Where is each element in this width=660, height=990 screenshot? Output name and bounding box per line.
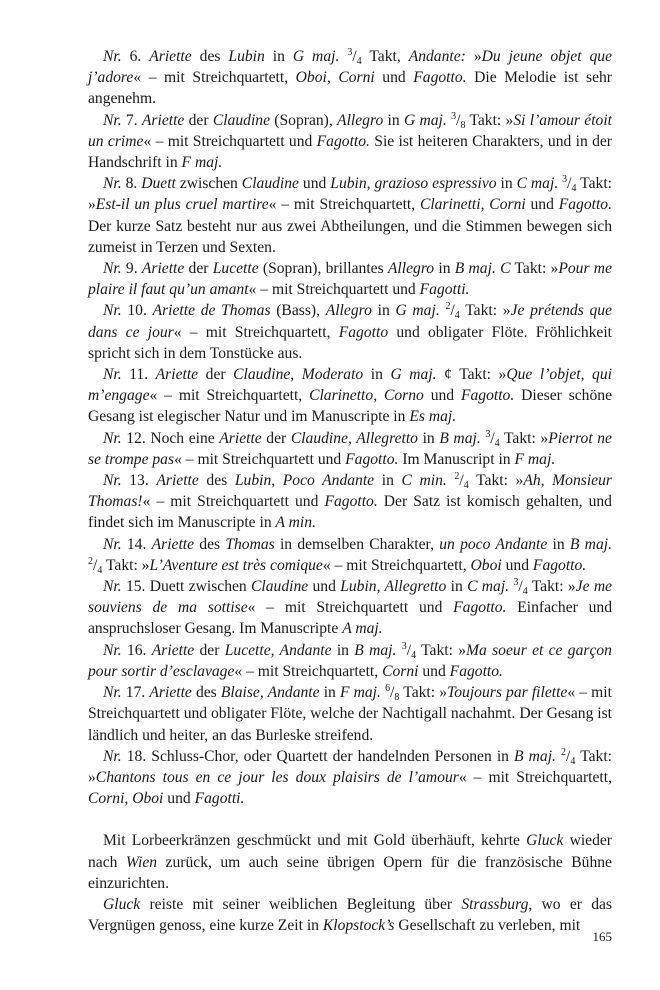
text-run: Claudine bbox=[251, 578, 309, 596]
text-run bbox=[396, 642, 401, 659]
text-run: « – mit Streichquartett und bbox=[142, 493, 325, 511]
text-run: B maj. bbox=[354, 641, 397, 659]
text-run: in bbox=[371, 302, 396, 320]
text-run: Oboi bbox=[470, 556, 502, 574]
page-number: 165 bbox=[592, 929, 612, 944]
text-run: Ariette bbox=[141, 260, 185, 278]
text-run: Ariette bbox=[149, 48, 192, 65]
text-run: Dieser schöne Gesang ist elegischer Natur und im Manuscripte in bbox=[88, 387, 612, 426]
text-run: Takt: » bbox=[399, 684, 447, 702]
aria-entry bbox=[88, 534, 612, 576]
text-run: Je prétends que dans ce jour bbox=[88, 302, 613, 341]
aria-entry bbox=[88, 173, 612, 258]
text-run: in bbox=[446, 578, 468, 596]
text-run: Que l’objet, qui m’engage bbox=[88, 366, 612, 405]
text-run: « – mit Streichquartett, bbox=[173, 323, 339, 341]
text-run: Corni bbox=[382, 662, 419, 680]
text-run: Fagotto bbox=[338, 323, 389, 341]
text-run: « – mit Streichquartett und bbox=[247, 599, 454, 617]
text-run: F maj. bbox=[181, 154, 223, 172]
text-run: Fagotto. bbox=[460, 387, 515, 405]
text-run: Der Satz ist komisch gehalten, und findet sich im Manuscripte in bbox=[88, 493, 612, 532]
text-run: B maj. C bbox=[454, 260, 511, 278]
text-run: Nr. bbox=[103, 111, 122, 129]
paragraph bbox=[88, 830, 612, 894]
text-run: Si l’amour étoit un crime bbox=[88, 111, 612, 150]
text-run: Pierrot ne se trompe pas bbox=[88, 429, 612, 468]
text-run: Est-il un plus cruel martire bbox=[95, 196, 269, 214]
text-run: 9. bbox=[121, 260, 142, 278]
text-run: / bbox=[93, 556, 98, 574]
text-run: Der kurze Satz besteht nur aus zwei Abtheilungen, und die Stimmen bewegen sich zumeist in Terzen und Sexten. bbox=[88, 217, 612, 256]
text-run: » bbox=[465, 48, 482, 65]
text-run: 12. Noch eine bbox=[121, 429, 220, 447]
text-run: in bbox=[383, 111, 404, 129]
text-run: und bbox=[308, 578, 341, 596]
text-run: Takt: » bbox=[468, 472, 524, 490]
text-run: der bbox=[184, 260, 213, 278]
text-run: Ariette bbox=[151, 641, 195, 659]
text-run: in bbox=[417, 429, 440, 447]
text-run: zwischen bbox=[175, 175, 242, 193]
text-run: Lubin, grazioso espressivo bbox=[330, 175, 497, 193]
aria-entry bbox=[88, 470, 612, 534]
time-signature-digit: 4 bbox=[494, 437, 500, 449]
text-run: 6. bbox=[121, 48, 150, 65]
text-run: des bbox=[194, 535, 226, 553]
text-run: Fagotti. bbox=[419, 281, 470, 299]
text-run: Fagotto. bbox=[316, 132, 370, 150]
text-run: « – mit Streichquartett und obligater Flöte, welche der Nachtigall nachahmt. Der Gesang ist ländlich und heiter, an das Burleske streifend. bbox=[88, 684, 612, 744]
text-run: Je me souviens de ma sottise bbox=[88, 578, 613, 617]
text-run: Takt: » bbox=[499, 429, 549, 447]
text-run: Takt, bbox=[361, 48, 409, 65]
text-run: C maj. bbox=[516, 175, 559, 193]
text-run: Fagotto. bbox=[413, 69, 467, 87]
text-run: zurück, um auch seine übrigen Opern für die französische Bühne einzurichten. bbox=[88, 853, 612, 892]
text-run: Nr. bbox=[103, 429, 122, 447]
text-run: Es maj. bbox=[409, 408, 457, 426]
text-run: « – mit Streichquartett und bbox=[248, 281, 420, 299]
text-run: Fagotto. bbox=[449, 662, 503, 680]
text-run: Takt: » bbox=[88, 175, 612, 214]
text-run: G maj. bbox=[403, 111, 447, 129]
text-run: der bbox=[194, 641, 225, 659]
text-run: Nr. bbox=[103, 578, 122, 596]
text-run: Thomas bbox=[225, 535, 275, 553]
text-run: der bbox=[184, 111, 213, 129]
text-run: Sie ist heiteren Charakters, und in der Handschrift in bbox=[88, 132, 612, 172]
text-run: C min. bbox=[401, 472, 447, 490]
text-run: Nr. bbox=[103, 747, 122, 765]
time-signature-digit: 4 bbox=[571, 183, 577, 195]
text-run: Takt: » bbox=[459, 302, 511, 320]
text-run: Nr. bbox=[103, 472, 122, 490]
time-signature-digit: 4 bbox=[97, 564, 103, 576]
time-signature-digit: 3 bbox=[562, 174, 568, 186]
text-run: A maj. bbox=[342, 620, 383, 638]
text-run: / bbox=[406, 641, 412, 659]
time-signature-digit: 2 bbox=[445, 301, 451, 313]
aria-entry bbox=[88, 258, 612, 300]
text-run: wo er das Vergnügen genoss, eine kurze Zeit in bbox=[88, 895, 612, 935]
text-run: und bbox=[501, 556, 533, 574]
text-run: Clarinetti, Corni bbox=[419, 196, 526, 214]
text-run: Takt: » bbox=[527, 578, 576, 596]
text-run: Takt: » bbox=[510, 260, 559, 278]
text-run: Gluck bbox=[526, 832, 564, 850]
time-signature-digit: 8 bbox=[394, 692, 400, 704]
text-run: Chantons tous en ce jour les doux plaisirs de l’amour bbox=[95, 768, 459, 786]
aria-list bbox=[88, 46, 612, 809]
text-run: F maj. bbox=[514, 450, 556, 468]
text-run: F maj. bbox=[339, 684, 381, 702]
time-signature-digit: 4 bbox=[356, 56, 362, 67]
text-run: Nr. bbox=[103, 302, 122, 320]
text-run: Lubin, Poco Andante bbox=[234, 472, 375, 490]
aria-entry bbox=[88, 300, 612, 364]
text-run: Lucette, Andante bbox=[224, 641, 332, 659]
text-run: in bbox=[496, 175, 517, 193]
text-run: und bbox=[423, 387, 461, 405]
aria-entry bbox=[88, 364, 612, 428]
text-run: 15. Duett zwischen bbox=[121, 578, 252, 596]
text-run: / bbox=[459, 472, 464, 490]
text-run: Pour me plaire il faut qu’un amant bbox=[88, 260, 612, 299]
paragraph bbox=[88, 894, 612, 936]
text-run: 11. bbox=[121, 366, 156, 384]
text-run: Klopstock’s bbox=[322, 917, 395, 935]
text-run: Fagotto. bbox=[345, 450, 399, 468]
time-signature-digit: 3 bbox=[485, 428, 491, 440]
text-run: Einfacher und anspruchsloser Gesang. Im Manuscripte bbox=[88, 599, 612, 638]
aria-entry bbox=[88, 746, 612, 810]
text-run: Strassburg, bbox=[461, 895, 533, 913]
time-signature-digit: 3 bbox=[451, 110, 457, 122]
text-run: Ariette bbox=[156, 472, 199, 490]
text-run: Fagotto. bbox=[532, 556, 587, 574]
text-run: / bbox=[566, 747, 571, 765]
text-run: Ariette bbox=[155, 366, 199, 384]
text-run: Nr. bbox=[103, 48, 122, 65]
time-signature-digit: 2 bbox=[454, 471, 460, 483]
text-run: Claudine, Moderato bbox=[233, 366, 364, 384]
text-run: Allegro bbox=[325, 302, 372, 320]
text-run: « – mit Streichquartett, bbox=[133, 69, 296, 87]
time-signature-digit: 3 bbox=[347, 47, 353, 58]
text-run: G maj. bbox=[395, 302, 440, 320]
time-signature-digit: 4 bbox=[522, 586, 528, 598]
text-run: / bbox=[352, 48, 357, 65]
text-run: Nr. bbox=[103, 175, 122, 193]
text-run: 14. bbox=[121, 535, 152, 553]
text-run: Lubin, Allegretto bbox=[340, 578, 447, 596]
text-run: Takt: » bbox=[416, 641, 467, 659]
aria-entry bbox=[88, 428, 612, 470]
text-run: Ariette bbox=[219, 429, 262, 447]
text-run: in bbox=[434, 260, 455, 278]
text-run: Takt: » bbox=[88, 747, 613, 786]
time-signature-digit: 3 bbox=[401, 640, 407, 652]
aria-entry bbox=[88, 640, 612, 682]
text-run: « – mit Streichquartett, bbox=[234, 662, 383, 680]
text-run: « – mit Streichquartett, bbox=[268, 196, 420, 214]
text-run: / bbox=[518, 578, 523, 596]
text-run: (Bass), bbox=[270, 302, 326, 320]
text-run: Nr. bbox=[103, 684, 122, 702]
text-run: / bbox=[490, 429, 495, 447]
text-run: Gluck bbox=[103, 895, 141, 913]
time-signature-digit: 2 bbox=[88, 555, 93, 567]
text-run: Ariette bbox=[149, 684, 192, 702]
time-signature-digit: 8 bbox=[460, 119, 466, 131]
text-run: Wien bbox=[125, 853, 158, 871]
text-run: Ariette bbox=[141, 111, 185, 129]
text-run: « – mit Streichquartett, bbox=[458, 768, 612, 786]
text-run: « – mit Streichquartett, bbox=[149, 387, 310, 405]
text-run: und bbox=[374, 69, 414, 87]
text-run: A min. bbox=[275, 514, 316, 532]
aria-entry bbox=[88, 46, 612, 110]
text-run: Claudine bbox=[212, 111, 271, 129]
text-run: Corni, Oboi bbox=[88, 790, 164, 808]
text-run: Fagotto. bbox=[453, 599, 507, 617]
text-run: Takt: » bbox=[102, 556, 150, 574]
text-run: Duett bbox=[141, 175, 176, 193]
text-run: Allegro bbox=[387, 260, 435, 278]
text-run: Nr. bbox=[103, 260, 122, 278]
text-run: Allegro bbox=[337, 111, 384, 129]
text-run: Du jeune objet que j’adore bbox=[88, 48, 613, 87]
time-signature-digit: 2 bbox=[561, 746, 567, 758]
aria-entry bbox=[88, 682, 612, 746]
text-run: Nr. bbox=[103, 641, 122, 659]
text-run: Fagotto. bbox=[558, 196, 612, 214]
text-run: Toujours par filette bbox=[447, 684, 568, 702]
text-run: / bbox=[390, 684, 395, 702]
text-run: Ariette bbox=[151, 535, 195, 553]
section-spacer bbox=[88, 809, 612, 830]
text-run: 10. bbox=[121, 302, 153, 320]
text-run: G maj. bbox=[292, 48, 340, 65]
text-run: Mit Lorbeerkränzen geschmückt und mit Gold überhäuft, kehrte bbox=[103, 832, 527, 850]
time-signature-digit: 6 bbox=[385, 683, 391, 695]
text-run: Fagotto. bbox=[324, 493, 378, 511]
text-run: Claudine, Allegretto bbox=[290, 429, 418, 447]
text-run: / bbox=[567, 175, 572, 193]
text-run: wieder nach bbox=[88, 832, 612, 871]
text-run: des bbox=[191, 684, 221, 702]
text-run: in bbox=[547, 535, 570, 553]
text-run: « – mit Streichquartett, bbox=[322, 556, 471, 574]
text-run: 7. bbox=[121, 111, 142, 129]
time-signature-digit: 4 bbox=[463, 480, 469, 492]
text-run: 18. Schluss-Chor, oder Quartett der handelnden Personen in bbox=[121, 747, 515, 765]
text-run: / bbox=[450, 302, 455, 320]
body-text bbox=[88, 46, 612, 936]
text-run: Takt: » bbox=[465, 111, 514, 129]
text-run: Die Melodie ist sehr angenehm. bbox=[88, 69, 612, 108]
text-run: in bbox=[363, 366, 391, 384]
text-run: in bbox=[264, 48, 293, 65]
text-run: B maj. bbox=[569, 535, 612, 553]
text-run: B maj. bbox=[439, 429, 481, 447]
time-signature-digit: 4 bbox=[570, 755, 576, 767]
text-run: un poco Andante bbox=[439, 535, 548, 553]
text-run: 13. bbox=[121, 472, 157, 490]
text-run: / bbox=[456, 111, 461, 129]
text-run: in demselben Charakter, bbox=[274, 535, 440, 553]
aria-entry bbox=[88, 576, 612, 640]
text-run: Lucette bbox=[212, 260, 259, 278]
text-run: Fagotti. bbox=[194, 790, 245, 808]
text-run: Ah, Monsieur Thomas! bbox=[88, 472, 612, 511]
text-run: und obligater Flöte. Fröhlichkeit spricht sich in dem Tonstücke aus. bbox=[88, 323, 613, 362]
text-run: in bbox=[319, 684, 340, 702]
text-run: Oboi, Corni bbox=[295, 69, 375, 87]
text-run: und bbox=[298, 175, 331, 193]
text-run: L’Aventure est très comique bbox=[149, 556, 323, 574]
text-run: Lubin bbox=[228, 48, 265, 65]
text-run: Gesellschaft zu verleben, mit bbox=[394, 917, 581, 935]
text-run: des bbox=[198, 472, 235, 490]
text-run: Im Manuscript in bbox=[398, 450, 515, 468]
text-run: Ariette de Thomas bbox=[152, 302, 271, 320]
text-run: 17. bbox=[121, 684, 150, 702]
time-signature-digit: 3 bbox=[513, 577, 519, 589]
text-run: « – mit Streichquartett und bbox=[143, 132, 317, 150]
text-run: Blaise, Andante bbox=[220, 684, 320, 702]
time-signature-digit: 4 bbox=[411, 649, 417, 661]
text-run: 16. bbox=[121, 641, 152, 659]
text-run: in bbox=[374, 472, 402, 490]
text-run: 8. bbox=[121, 175, 142, 193]
aria-entry bbox=[88, 110, 612, 174]
text-run: ¢ Takt: » bbox=[436, 366, 507, 384]
text-run: G maj. bbox=[390, 366, 437, 384]
text-run: der bbox=[261, 429, 291, 447]
time-signature-digit: 4 bbox=[454, 310, 460, 322]
text-run: des bbox=[191, 48, 229, 65]
text-run: (Sopran), brillantes bbox=[258, 260, 388, 278]
text-run: C maj. bbox=[467, 578, 510, 596]
narrative-paragraphs bbox=[88, 830, 612, 936]
text-run: « – mit Streichquartett und bbox=[174, 450, 346, 468]
text-run: Nr. bbox=[103, 366, 122, 384]
text-run: und bbox=[163, 790, 195, 808]
text-run: der bbox=[198, 366, 234, 384]
text-run: in bbox=[331, 641, 355, 659]
text-run: Andante: bbox=[408, 48, 466, 65]
text-run: Ma soeur et ce garçon pour sortir d’esclavage bbox=[88, 641, 612, 680]
text-run: B maj. bbox=[514, 747, 556, 765]
text-run: (Sopran), bbox=[270, 111, 338, 129]
text-run: und bbox=[418, 662, 450, 680]
text-run: reiste mit seiner weiblichen Begleitung über bbox=[140, 895, 462, 913]
text-run: und bbox=[525, 196, 559, 214]
text-run: Nr. bbox=[103, 535, 122, 553]
text-run: Claudine bbox=[241, 175, 299, 193]
text-run: Clarinetto, Corno bbox=[309, 387, 424, 405]
